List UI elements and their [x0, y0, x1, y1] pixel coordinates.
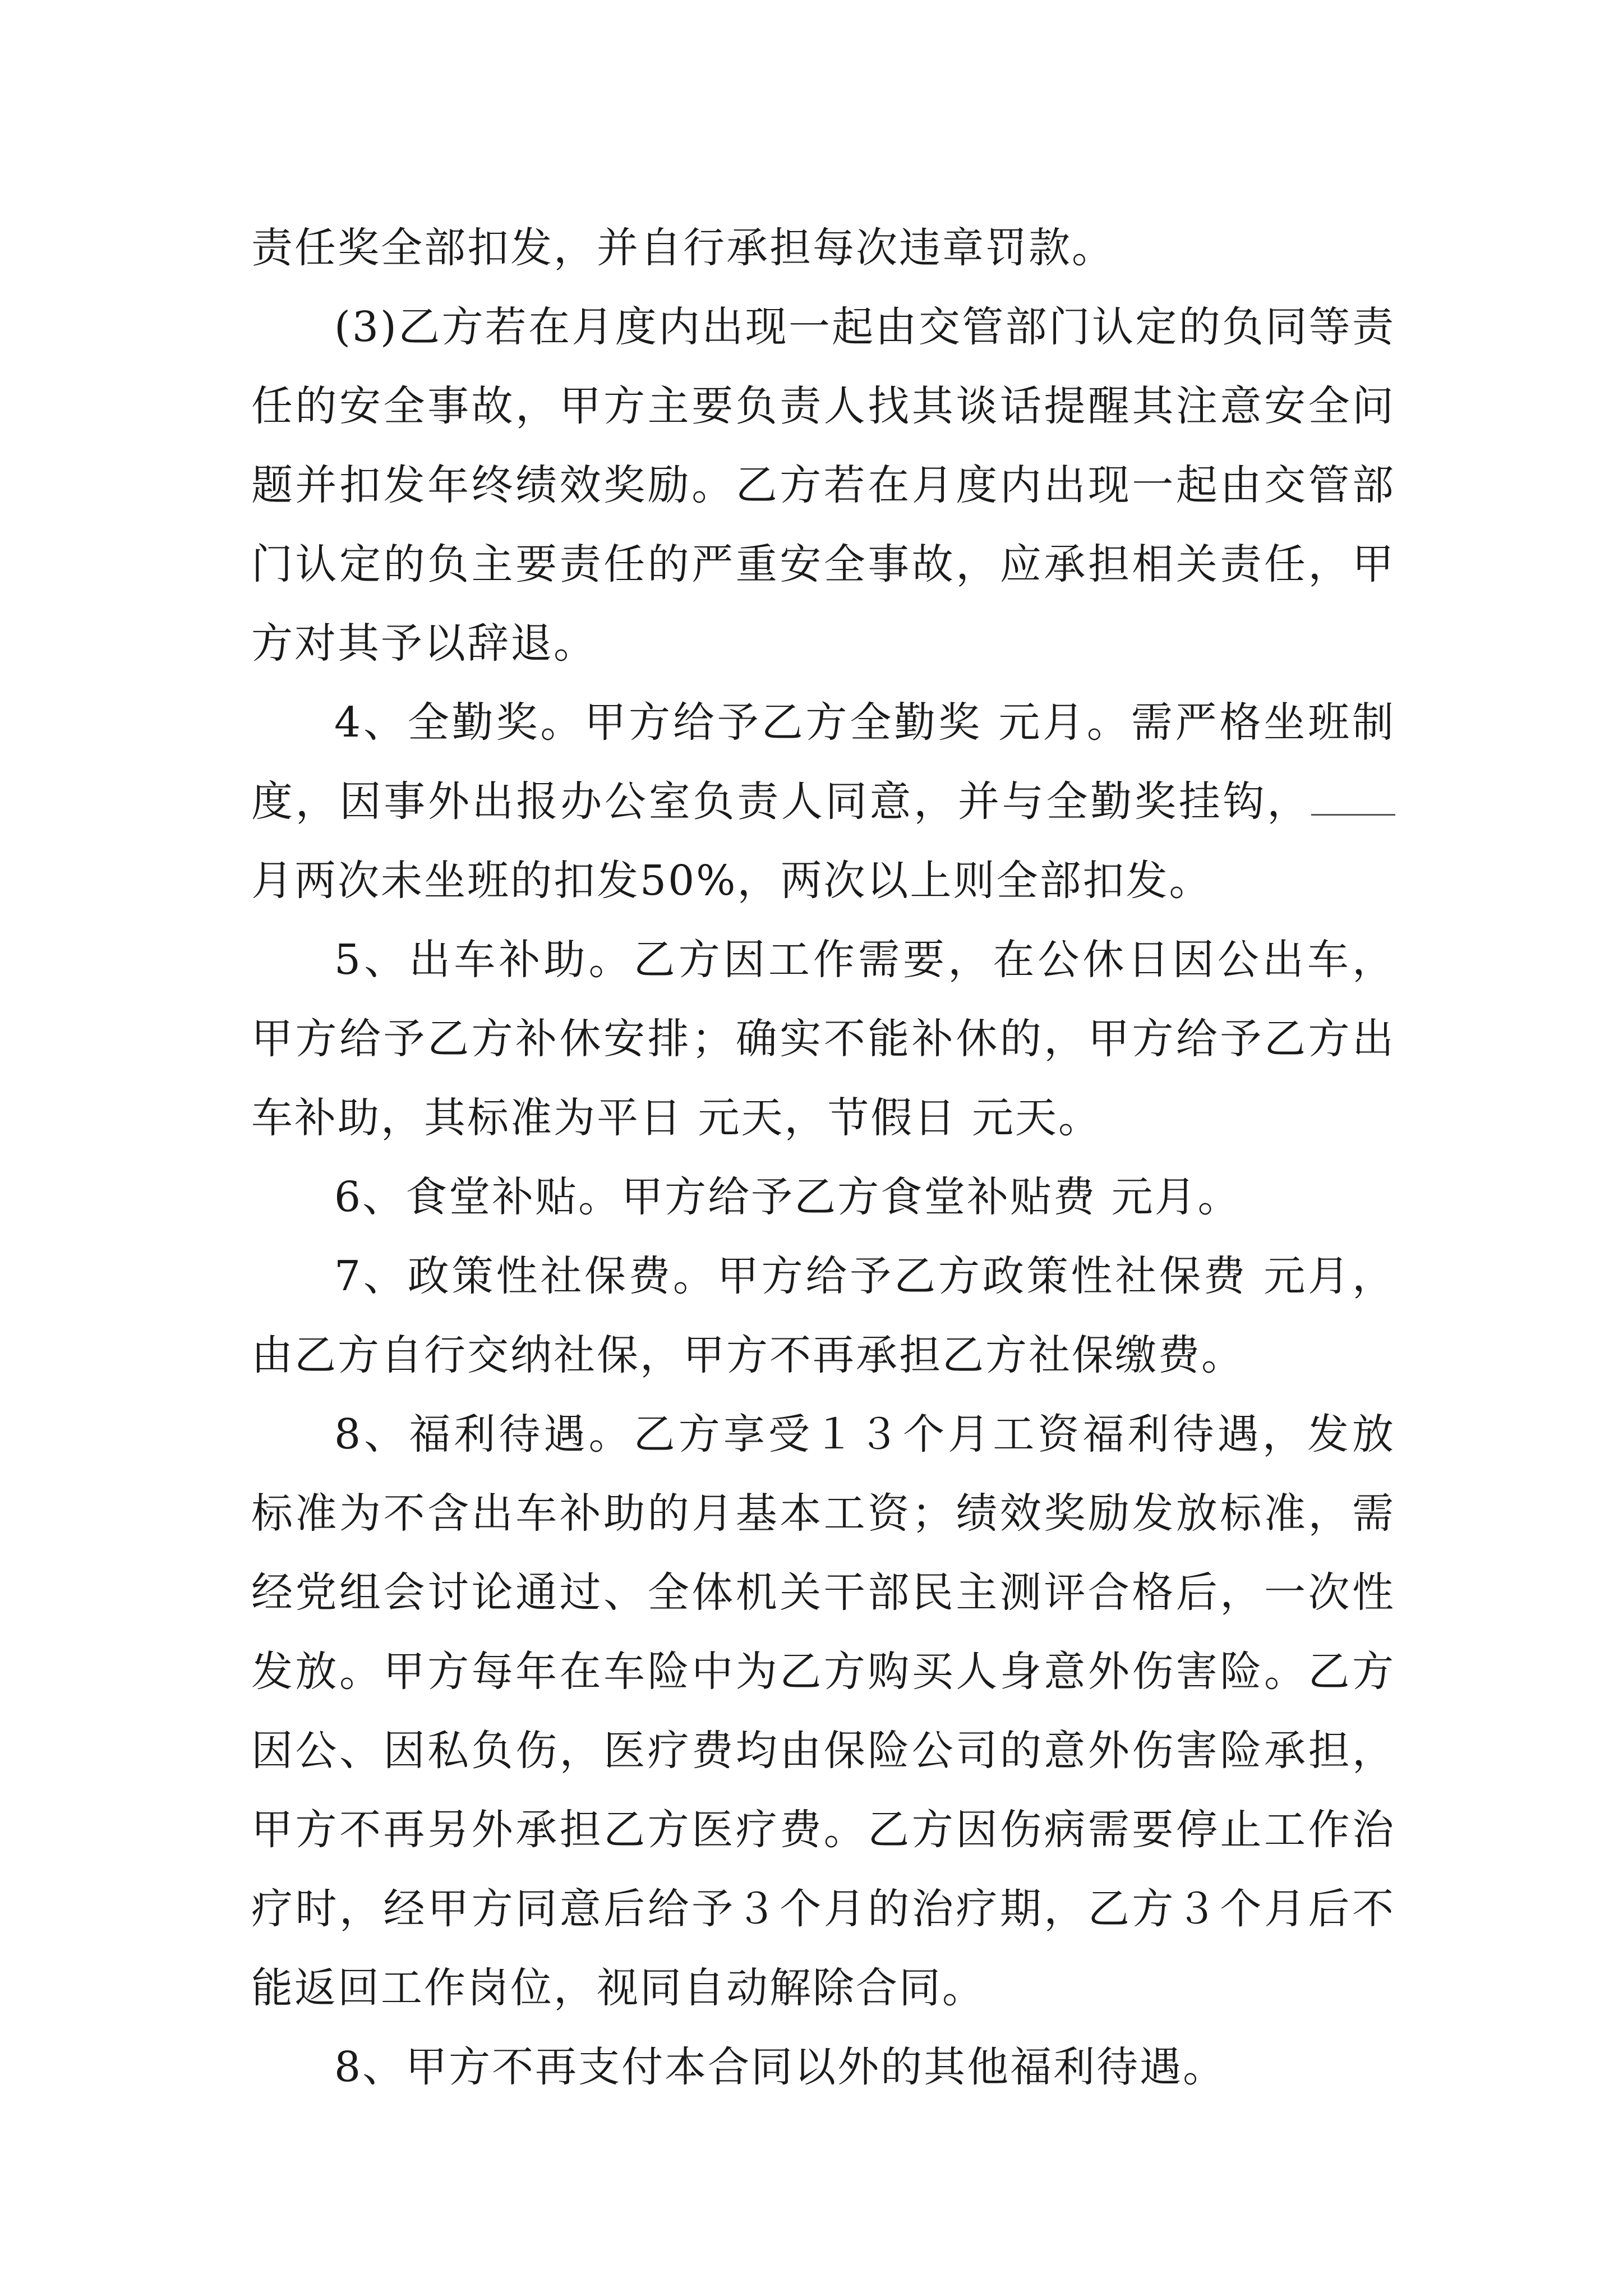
attendance-text-after-blank: 月两次未坐班的扣发50%，两次以上则全部扣发。	[251, 857, 1212, 905]
fill-in-blank-line	[1311, 780, 1395, 816]
paragraph-penalty-continuation: 责任奖全部扣发，并自行承担每次违章罚款。	[251, 224, 1115, 272]
paragraph-safety-accident: (3)乙方若在月度内出现一起由交管部门认定的负同等责任的安全事故，甲方主要负责人找其谈话提醒其注意安全问题并扣发年终绩效奖励。乙方若在月度内出现一起由交管部门认定的负主要责任的严重安全事故，应承担相关责任，甲方对其予以辞退。	[251, 303, 1395, 668]
paragraph-social-insurance: 7、政策性社保费。甲方给予乙方政策性社保费 元月，由乙方自行交纳社保，甲方不再承担乙方社保缴费。	[251, 1252, 1395, 1379]
paragraph-no-other-benefits: 8、甲方不再支付本合同以外的其他福利待遇。	[334, 2043, 1227, 2091]
document-body	[251, 209, 1395, 2107]
attendance-text-before-blank: 4、全勤奖。甲方给予乙方全勤奖 元月。需严格坐班制度，因事外出报办公室负责人同意，并与全勤奖挂钩，	[251, 698, 1395, 826]
paragraph-attendance-bonus	[251, 683, 1395, 921]
paragraph-dispatch-subsidy: 5、出车补助。乙方因工作需要，在公休日因公出车，甲方给予乙方补休安排；确实不能补休的，甲方给予乙方出车补助，其标准为平日 元天，节假日 元天。	[251, 936, 1395, 1142]
paragraph-welfare-benefits: 8、福利待遇。乙方享受１３个月工资福利待遇，发放标准为不含出车补助的月基本工资；绩效奖励发放标准，需经党组会讨论通过、全体机关干部民主测评合格后，一次性发放。甲方每年在车险中为乙方购买人身意外伤害险。乙方因公、因私负伤，医疗费均由保险公司的意外伤害险承担，甲方不再另外承担乙方医疗费。乙方因伤病需要停止工作治疗时，经甲方同意后给予３个月的治疗期，乙方３个月后不能返回工作岗位，视同自动解除合同。	[251, 1410, 1395, 2012]
paragraph-canteen-subsidy: 6、食堂补贴。甲方给予乙方食堂补贴费 元月。	[334, 1173, 1241, 1221]
